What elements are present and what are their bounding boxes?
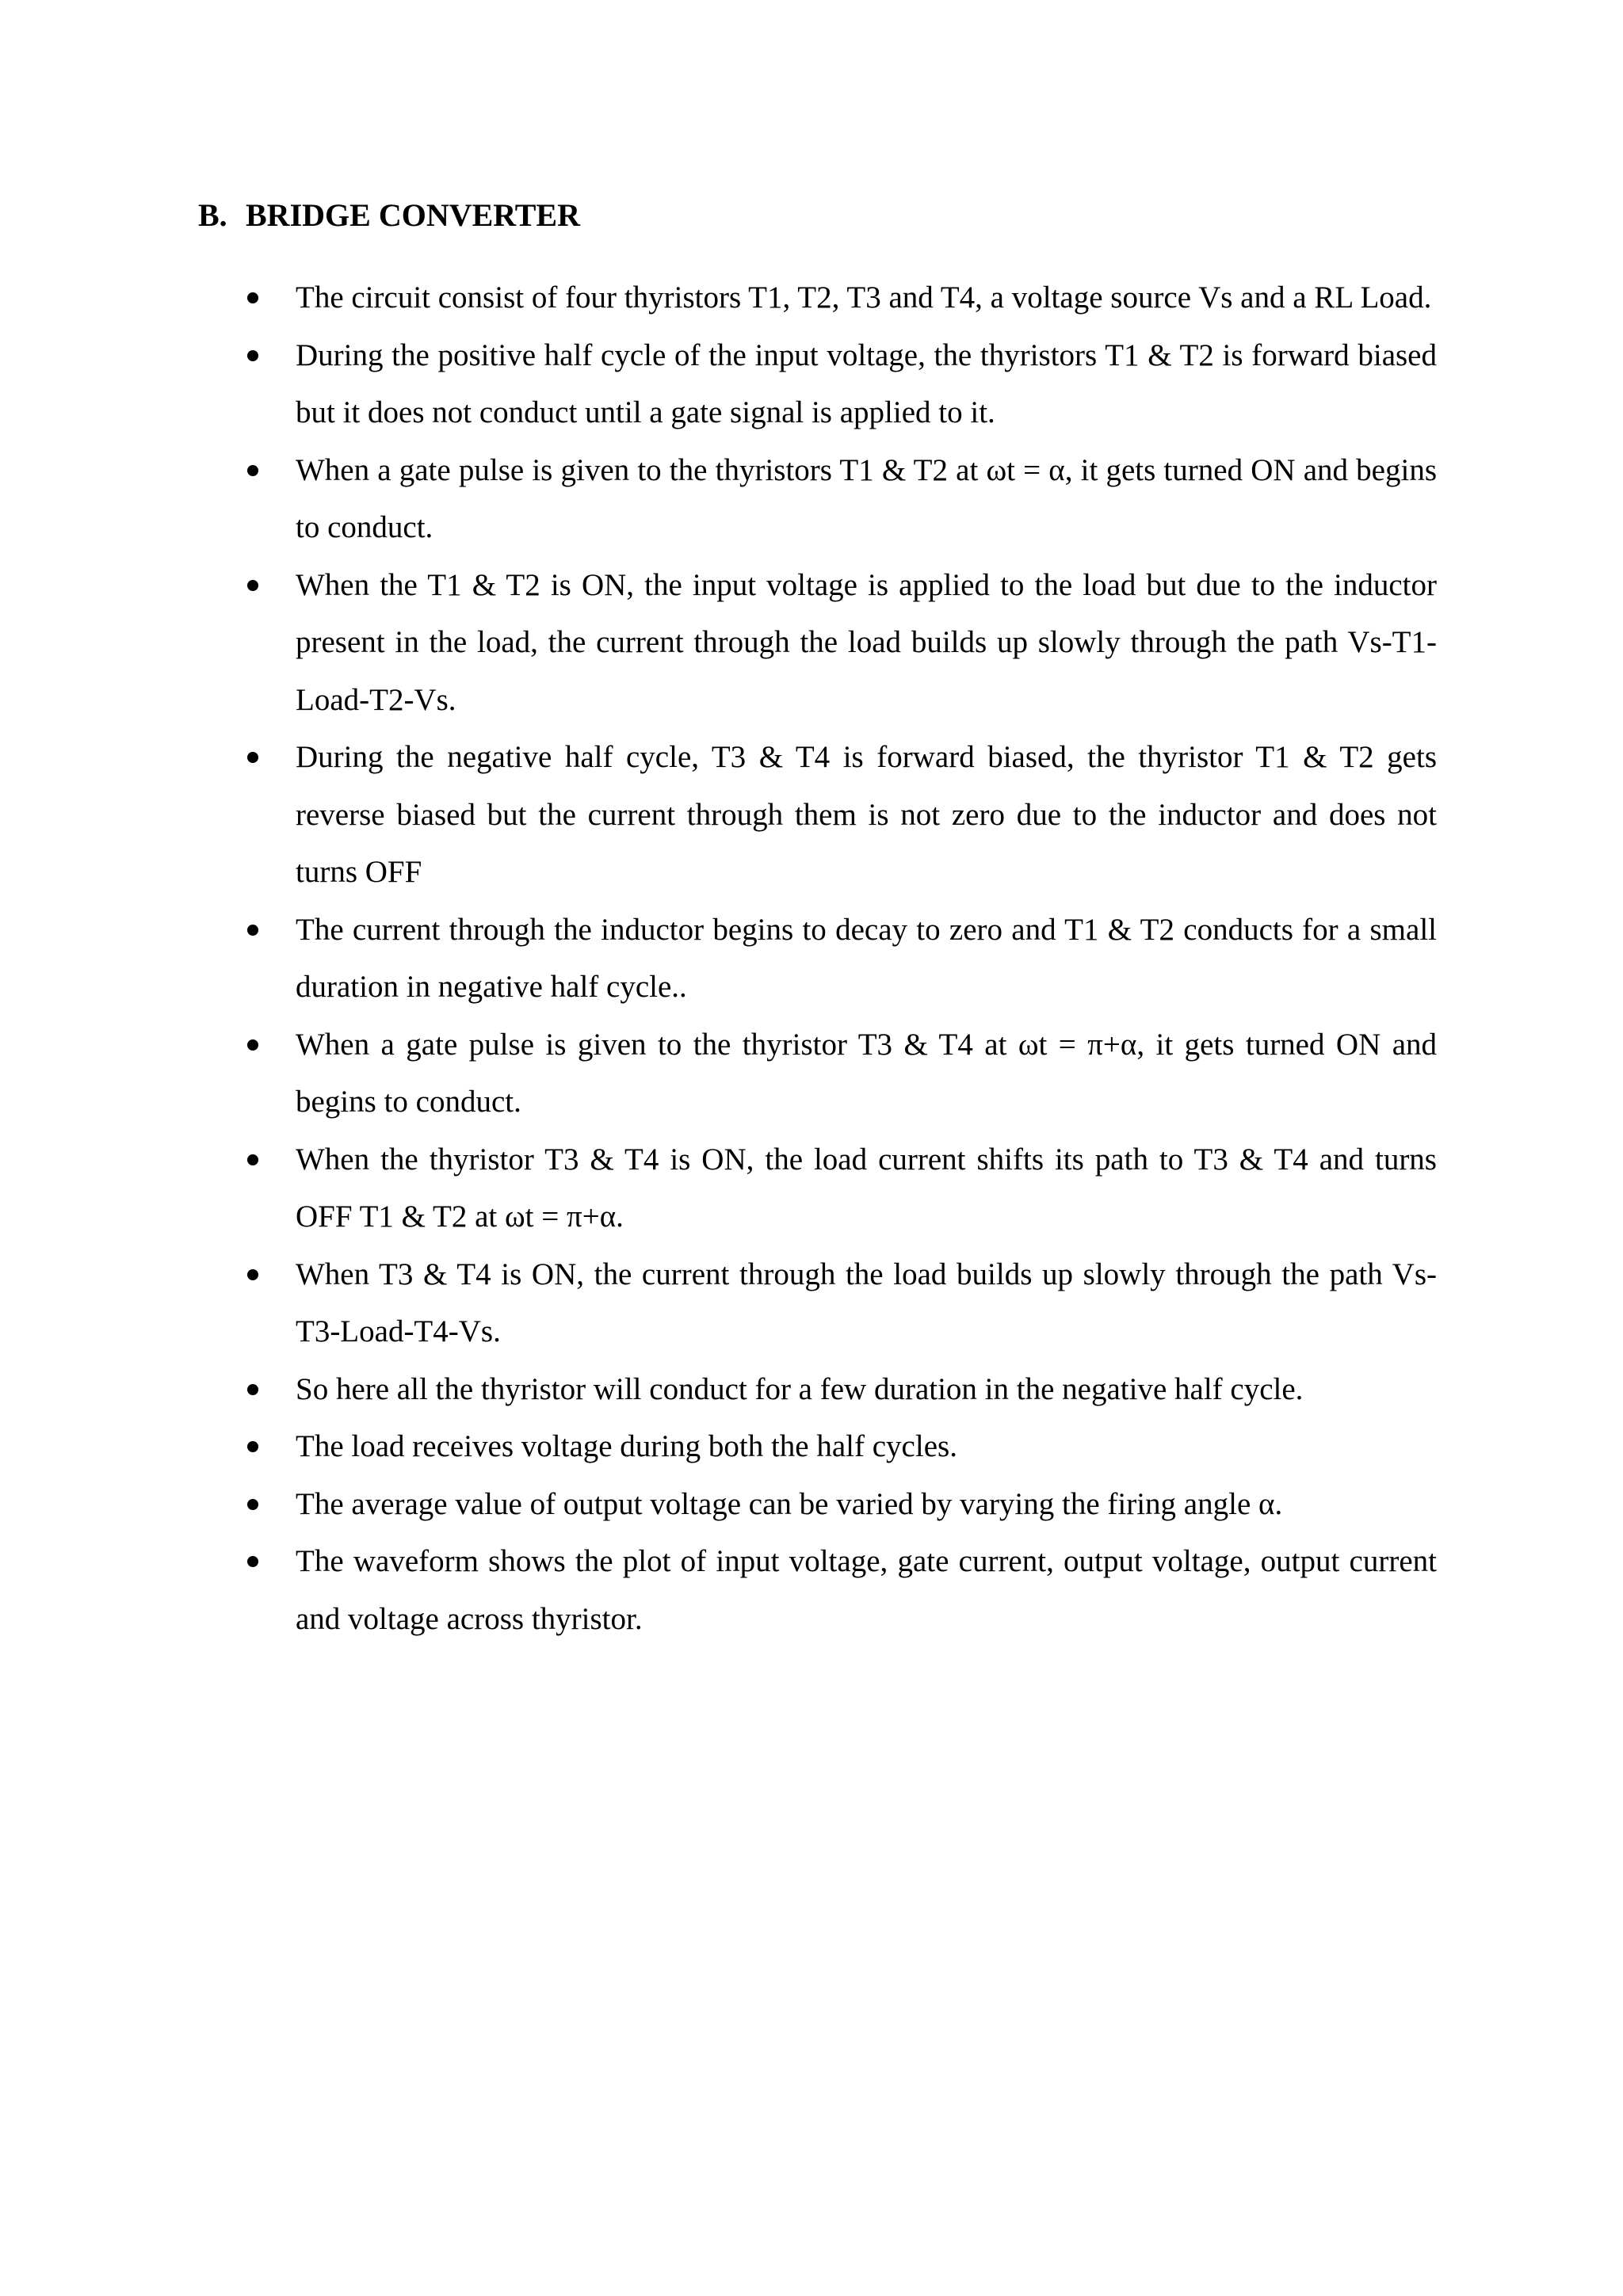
list-item-text: During the positive half cycle of the input voltage, the thyristors T1 & T2 is forward biased but it does not conduct until a gate signal is applied to it. xyxy=(296,338,1437,429)
bullet-icon xyxy=(247,1499,258,1510)
bullet-icon xyxy=(247,752,258,763)
list-item xyxy=(0,557,1623,730)
list-item xyxy=(0,269,1623,327)
list-item xyxy=(0,1476,1623,1534)
list-item-text: When the thyristor T3 & T4 is ON, the load current shifts its path to T3 & T4 and turns OFF T1 & T2 at ωt = π+α. xyxy=(296,1142,1437,1234)
list-item-text: When a gate pulse is given to the thyristors T1 & T2 at ωt = α, it gets turned ON and begins to conduct. xyxy=(296,452,1437,544)
list-item xyxy=(0,1533,1623,1648)
list-item-text: When T3 & T4 is ON, the current through the load builds up slowly through the path Vs-T3-Load-T4-Vs. xyxy=(296,1257,1437,1348)
list-item-text: The average value of output voltage can be varied by varying the firing angle α. xyxy=(296,1486,1283,1521)
list-item-text: The current through the inductor begins to decay to zero and T1 & T2 conducts for a small duration in negative half cycle.. xyxy=(296,912,1437,1004)
list-item-text: When the T1 & T2 is ON, the input voltage is applied to the load but due to the inductor present in the load, the current through the load builds up slowly through the path Vs-T1-Load-T2-Vs. xyxy=(296,567,1437,717)
list-item xyxy=(0,442,1623,557)
bullet-icon xyxy=(247,925,258,936)
list-item-text: During the negative half cycle, T3 & T4 is forward biased, the thyristor T1 & T2 gets reverse biased but the current through them is not zero due to the inductor and does not turns OFF xyxy=(296,740,1437,889)
list-item xyxy=(0,327,1623,442)
bullet-icon xyxy=(247,580,258,591)
list-item-text: The circuit consist of four thyristors T1, T2, T3 and T4, a voltage source Vs and a RL Load. xyxy=(296,280,1432,315)
list-item-text: The waveform shows the plot of input voltage, gate current, output voltage, output current and voltage across thyristor. xyxy=(296,1544,1437,1636)
bullet-icon xyxy=(247,1441,258,1452)
list-item xyxy=(0,1418,1623,1476)
bullet-icon xyxy=(247,465,258,476)
bullet-list xyxy=(0,269,1623,1648)
section-heading xyxy=(198,196,580,235)
bullet-icon xyxy=(247,1039,258,1051)
list-item xyxy=(0,1016,1623,1131)
section-title: BRIDGE CONVERTER xyxy=(246,197,580,233)
bullet-icon xyxy=(247,1384,258,1395)
list-item xyxy=(0,1246,1623,1361)
list-item xyxy=(0,902,1623,1016)
list-item-text: The load receives voltage during both the half cycles. xyxy=(296,1429,957,1463)
bullet-icon xyxy=(247,292,258,303)
list-item xyxy=(0,1361,1623,1419)
bullet-icon xyxy=(247,1269,258,1280)
list-item xyxy=(0,729,1623,902)
section-letter: B. xyxy=(198,197,227,233)
list-item-text: When a gate pulse is given to the thyristor T3 & T4 at ωt = π+α, it gets turned ON and begins to conduct. xyxy=(296,1027,1437,1119)
list-item xyxy=(0,1131,1623,1246)
bullet-icon xyxy=(247,350,258,361)
bullet-icon xyxy=(247,1154,258,1165)
list-item-text: So here all the thyristor will conduct for a few duration in the negative half cycle. xyxy=(296,1371,1304,1406)
bullet-icon xyxy=(247,1556,258,1567)
